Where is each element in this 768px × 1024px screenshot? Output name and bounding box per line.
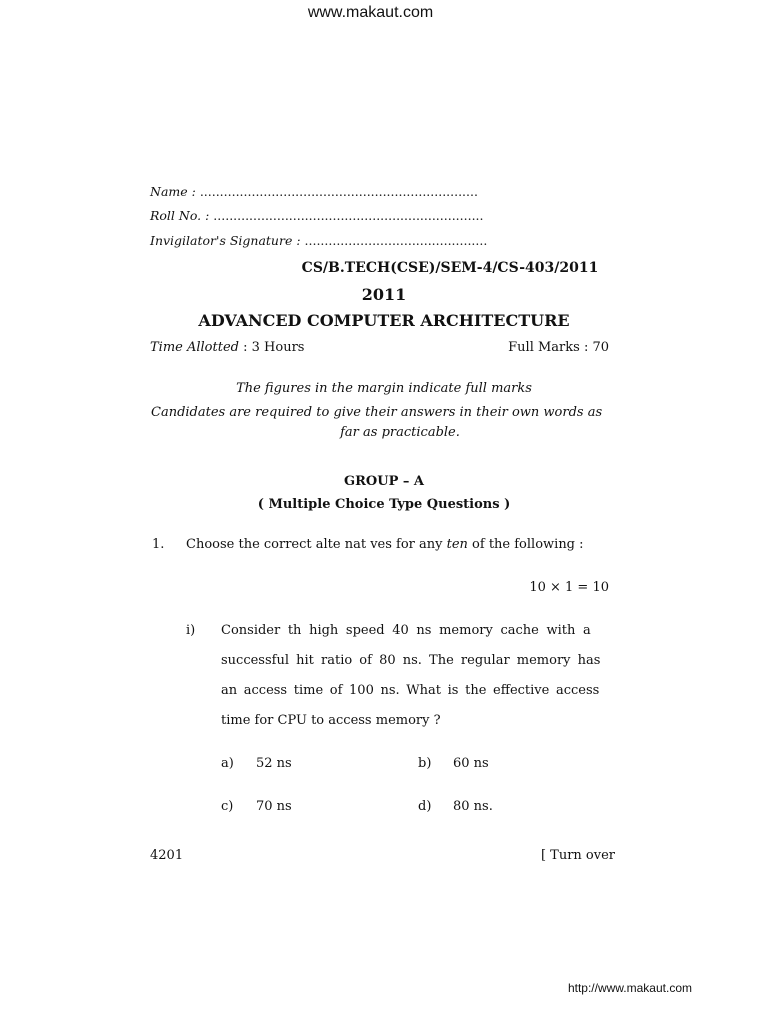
paper-subject: ADVANCED COMPUTER ARCHITECTURE — [198, 311, 570, 330]
instruction-line-3: far as practicable. — [340, 425, 460, 440]
option-c-value: 70 ns — [256, 799, 292, 814]
time-value: : 3 Hours — [243, 340, 305, 355]
name-dots: ...................................................................... — [199, 184, 478, 199]
paper-code: CS/B.TECH(CSE)/SEM-4/CS-403/2011 — [301, 260, 599, 276]
option-a-value: 52 ns — [256, 756, 292, 771]
option-b-value: 60 ns — [453, 756, 489, 771]
question-text-after: of the following : — [467, 537, 584, 552]
instruction-line-1: The figures in the margin indicate full marks — [236, 381, 532, 396]
option-a-label: a) — [221, 756, 234, 771]
question-number: 1. — [152, 537, 165, 552]
option-b-label: b) — [418, 756, 432, 771]
footer-site-url[interactable]: http://www.makaut.com — [567, 981, 692, 995]
subquestion-line-3: an access time of 100 ns. What is the effective access — [221, 683, 600, 698]
subquestion-line-1: Consider th high speed 40 ns memory cache with a — [221, 623, 591, 638]
subquestion-line-4: time for CPU to access memory ? — [221, 713, 441, 728]
group-subtitle: ( Multiple Choice Type Questions ) — [257, 497, 511, 512]
option-c-label: c) — [221, 799, 234, 814]
roll-label: Roll No. : — [150, 208, 210, 223]
instruction-line-2: Candidates are required to give their answers in their own words as — [151, 405, 603, 420]
name-field — [150, 184, 478, 199]
option-d-label: d) — [418, 799, 432, 814]
time-allotted — [150, 340, 304, 355]
subquestion-line-2: successful hit ratio of 80 ns. The regular memory has — [221, 653, 601, 668]
header-site-url[interactable]: www.makaut.com — [307, 4, 434, 21]
invigilator-label: Invigilator's Signature : — [150, 233, 301, 248]
question-text-emph: ten — [446, 537, 468, 552]
invigilator-dots: .............................................. — [304, 233, 488, 248]
turn-over-note: [ Turn over — [540, 848, 615, 863]
time-label: Time Allotted — [150, 340, 239, 355]
page-code: 4201 — [150, 848, 184, 863]
option-d-value: 80 ns. — [453, 799, 493, 814]
question-text-before: Choose the correct alte nat ves for any — [186, 537, 447, 552]
subquestion-number: i) — [186, 623, 196, 638]
name-label: Name : — [150, 184, 196, 199]
invigilator-field — [150, 233, 487, 248]
full-marks: Full Marks : 70 — [508, 340, 609, 355]
roll-dots: .................................................................... — [213, 208, 484, 223]
paper-year: 2011 — [361, 285, 407, 304]
question-text — [186, 537, 584, 552]
roll-field — [150, 208, 484, 223]
group-title: GROUP – A — [344, 474, 424, 489]
question-marks: 10 × 1 = 10 — [529, 580, 609, 595]
